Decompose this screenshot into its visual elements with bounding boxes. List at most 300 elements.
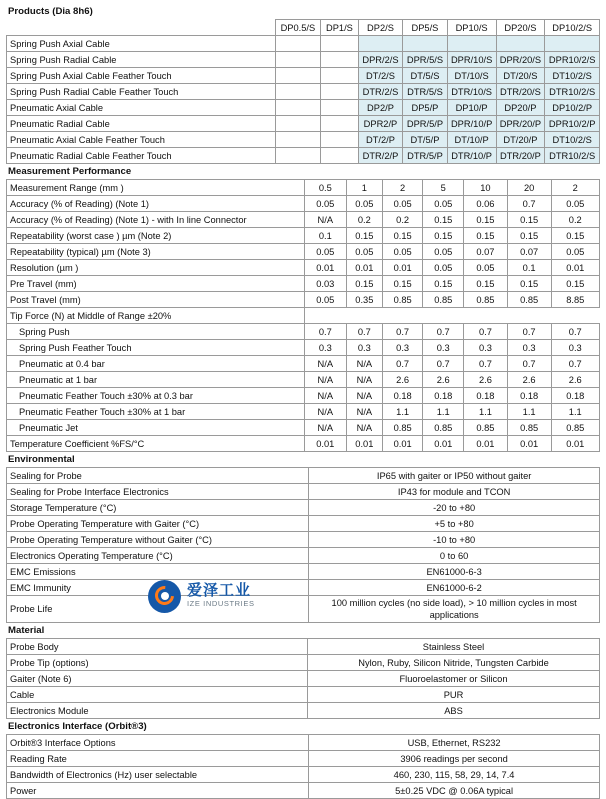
- product-cell: DPR10/2/P: [545, 116, 600, 132]
- measurement-cell: 20: [507, 180, 551, 196]
- environmental-row-label: Sealing for Probe: [7, 468, 309, 484]
- environmental-row-label: Probe Operating Temperature with Gaiter (°C): [7, 516, 309, 532]
- measurement-cell: 0.7: [304, 324, 346, 340]
- measurement-cell: 0.85: [464, 292, 508, 308]
- product-cell: DTR/2/S: [358, 84, 402, 100]
- electronics-value: 460, 230, 115, 58, 29, 14, 7.4: [309, 767, 600, 783]
- measurement-row-label: Pneumatic at 0.4 bar: [7, 356, 305, 372]
- measurement-cell: [423, 308, 464, 324]
- table-row: [7, 703, 600, 719]
- measurement-cell: 0.05: [346, 196, 382, 212]
- measurement-cell: 0.15: [423, 212, 464, 228]
- product-cell: DPR/10/S: [447, 52, 496, 68]
- material-row-label: Electronics Module: [7, 703, 308, 719]
- measurement-cell: 0.2: [346, 212, 382, 228]
- measurement-cell: 0.5: [304, 180, 346, 196]
- environmental-table: [6, 467, 600, 623]
- measurement-cell: [551, 308, 599, 324]
- table-row: [7, 292, 600, 308]
- product-cell: [321, 52, 359, 68]
- measurement-cell: 0.03: [304, 276, 346, 292]
- product-cell: DT10/2/S: [545, 68, 600, 84]
- measurement-cell: 0.01: [346, 260, 382, 276]
- measurement-cell: 0.1: [304, 228, 346, 244]
- product-cell: DP10/P: [447, 100, 496, 116]
- table-row: [7, 532, 600, 548]
- table-row: [7, 388, 600, 404]
- product-cell: DTR/20/S: [496, 84, 545, 100]
- measurement-cell: 0.15: [464, 276, 508, 292]
- measurement-cell: 0.01: [464, 436, 508, 452]
- measurement-cell: 0.7: [423, 356, 464, 372]
- product-cell: [545, 36, 600, 52]
- measurement-cell: 0.05: [346, 244, 382, 260]
- measurement-cell: 0.01: [551, 260, 599, 276]
- products-column-header: DP10/2/S: [545, 20, 600, 36]
- measurement-cell: 0.3: [382, 340, 423, 356]
- measurement-cell: 0.05: [423, 244, 464, 260]
- measurement-cell: 2.6: [382, 372, 423, 388]
- measurement-cell: [507, 308, 551, 324]
- table-row: [7, 751, 600, 767]
- measurement-cell: 0.2: [551, 212, 599, 228]
- product-cell: DT/10/S: [447, 68, 496, 84]
- measurement-cell: 0.07: [507, 244, 551, 260]
- table-row: [7, 212, 600, 228]
- product-cell: DTR10/2/S: [545, 84, 600, 100]
- product-row-label: Pneumatic Radial Cable Feather Touch: [7, 148, 276, 164]
- products-section-title: Products (Dia 8h6): [8, 6, 93, 17]
- measurement-cell: 0.01: [304, 436, 346, 452]
- electronics-row-label: Orbit®3 Interface Options: [7, 735, 309, 751]
- measurement-cell: 0.3: [464, 340, 508, 356]
- environmental-value: 100 million cycles (no side load), > 10 million cycles in most applications: [309, 596, 600, 623]
- products-column-header: DP1/S: [321, 20, 359, 36]
- measurement-cell: 0.15: [507, 276, 551, 292]
- table-row: [7, 276, 600, 292]
- measurement-cell: [304, 308, 346, 324]
- product-row-label: Pneumatic Radial Cable: [7, 116, 276, 132]
- measurement-cell: 0.15: [551, 228, 599, 244]
- measurement-cell: 0.85: [464, 420, 508, 436]
- measurement-cell: 0.18: [551, 388, 599, 404]
- product-cell: [321, 68, 359, 84]
- measurement-row-label: Repeatability (typical) µm (Note 3): [7, 244, 305, 260]
- measurement-cell: [464, 308, 508, 324]
- electronics-value: USB, Ethernet, RS232: [309, 735, 600, 751]
- product-cell: DTR/20/P: [496, 148, 545, 164]
- product-cell: DPR/20/P: [496, 116, 545, 132]
- product-cell: [275, 84, 321, 100]
- measurement-cell: 0.01: [382, 436, 423, 452]
- measurement-cell: 2: [551, 180, 599, 196]
- measurement-cell: N/A: [304, 372, 346, 388]
- measurement-cell: 0.85: [551, 420, 599, 436]
- measurement-cell: 0.01: [346, 436, 382, 452]
- measurement-cell: 0.85: [382, 292, 423, 308]
- table-row: [7, 671, 600, 687]
- measurement-cell: 0.3: [423, 340, 464, 356]
- material-value: PUR: [308, 687, 600, 703]
- product-cell: DT/5/S: [403, 68, 447, 84]
- measurement-cell: 0.7: [507, 324, 551, 340]
- environmental-row-label: Sealing for Probe Interface Electronics: [7, 484, 309, 500]
- table-row: [7, 356, 600, 372]
- measurement-cell: [382, 308, 423, 324]
- measurement-cell: 0.18: [423, 388, 464, 404]
- measurement-cell: 1.1: [507, 404, 551, 420]
- measurement-cell: 0.01: [551, 436, 599, 452]
- table-row: [7, 548, 600, 564]
- measurement-cell: 0.15: [346, 276, 382, 292]
- environmental-value: IP43 for module and TCON: [309, 484, 600, 500]
- measurement-cell: 1.1: [423, 404, 464, 420]
- measurement-cell: 0.05: [382, 244, 423, 260]
- measurement-row-label: Spring Push: [7, 324, 305, 340]
- product-cell: [321, 132, 359, 148]
- environmental-value: 0 to 60: [309, 548, 600, 564]
- measurement-cell: 1.1: [464, 404, 508, 420]
- electronics-value: 3906 readings per second: [309, 751, 600, 767]
- measurement-cell: 2.6: [551, 372, 599, 388]
- product-cell: [321, 100, 359, 116]
- electronics-section-title: Electronics Interface (Orbit®3): [8, 721, 147, 732]
- environmental-value: +5 to +80: [309, 516, 600, 532]
- product-cell: DPR10/2/S: [545, 52, 600, 68]
- product-cell: DTR/10/S: [447, 84, 496, 100]
- products-column-header: DP10/S: [447, 20, 496, 36]
- product-cell: [321, 148, 359, 164]
- measurement-cell: 0.7: [346, 324, 382, 340]
- measurement-row-label: Pre Travel (mm): [7, 276, 305, 292]
- product-cell: DT/2/S: [358, 68, 402, 84]
- measurement-cell: 0.2: [382, 212, 423, 228]
- measurement-cell: N/A: [346, 404, 382, 420]
- table-row: [7, 420, 600, 436]
- measurement-cell: 0.15: [507, 212, 551, 228]
- product-cell: DT/20/P: [496, 132, 545, 148]
- table-row: [7, 148, 600, 164]
- product-cell: DTR/5/S: [403, 84, 447, 100]
- measurement-row-label: Temperature Coefficient %FS/°C: [7, 436, 305, 452]
- table-row: [7, 68, 600, 84]
- material-row-label: Gaiter (Note 6): [7, 671, 308, 687]
- table-row: [7, 116, 600, 132]
- product-cell: [275, 100, 321, 116]
- environmental-value: -10 to +80: [309, 532, 600, 548]
- material-value: Nylon, Ruby, Silicon Nitride, Tungsten Carbide: [308, 655, 600, 671]
- measurement-cell: 0.01: [382, 260, 423, 276]
- products-column-header: DP0.5/S: [275, 20, 321, 36]
- products-column-header: DP5/S: [403, 20, 447, 36]
- measurement-row-label: Spring Push Feather Touch: [7, 340, 305, 356]
- measurement-cell: 0.85: [423, 420, 464, 436]
- measurement-cell: 2: [382, 180, 423, 196]
- measurement-cell: N/A: [346, 388, 382, 404]
- measurement-cell: N/A: [304, 420, 346, 436]
- product-row-label: Pneumatic Axial Cable Feather Touch: [7, 132, 276, 148]
- measurement-cell: 0.7: [382, 356, 423, 372]
- measurement-cell: 0.3: [304, 340, 346, 356]
- measurement-cell: 0.1: [507, 260, 551, 276]
- product-cell: DT/20/S: [496, 68, 545, 84]
- measurement-cell: 5: [423, 180, 464, 196]
- product-cell: [275, 148, 321, 164]
- electronics-row-label: Power: [7, 783, 309, 799]
- measurement-cell: 0.7: [507, 196, 551, 212]
- products-column-header: DP20/S: [496, 20, 545, 36]
- table-row: [7, 484, 600, 500]
- measurement-cell: 1.1: [551, 404, 599, 420]
- measurement-cell: 0.85: [507, 420, 551, 436]
- measurement-cell: 10: [464, 180, 508, 196]
- measurement-cell: N/A: [304, 212, 346, 228]
- material-table: [6, 638, 600, 719]
- measurement-cell: 0.15: [346, 228, 382, 244]
- measurement-cell: 0.18: [507, 388, 551, 404]
- product-row-label: Spring Push Axial Cable: [7, 36, 276, 52]
- material-row-label: Probe Body: [7, 639, 308, 655]
- measurement-cell: 0.05: [464, 260, 508, 276]
- watermark-text-en: IZE INDUSTRIES: [187, 599, 255, 608]
- product-cell: DPR2/P: [358, 116, 402, 132]
- product-cell: DP20/P: [496, 100, 545, 116]
- product-cell: [275, 52, 321, 68]
- measurement-cell: 0.18: [382, 388, 423, 404]
- product-cell: [275, 36, 321, 52]
- measurement-cell: 0.7: [464, 356, 508, 372]
- measurement-cell: 0.01: [304, 260, 346, 276]
- material-value: ABS: [308, 703, 600, 719]
- electronics-row-label: Bandwidth of Electronics (Hz) user selectable: [7, 767, 309, 783]
- measurement-row-label: Post Travel (mm): [7, 292, 305, 308]
- table-row: [7, 132, 600, 148]
- table-row: [7, 228, 600, 244]
- table-row: [7, 783, 600, 799]
- material-row-label: Probe Tip (options): [7, 655, 308, 671]
- table-row: [7, 516, 600, 532]
- measurement-table: [6, 179, 600, 452]
- product-cell: DTR10/2/S: [545, 148, 600, 164]
- measurement-cell: 0.05: [304, 196, 346, 212]
- measurement-cell: 0.7: [551, 356, 599, 372]
- measurement-cell: 0.05: [423, 196, 464, 212]
- table-row: [7, 767, 600, 783]
- table-row: [7, 655, 600, 671]
- product-cell: [275, 68, 321, 84]
- table-row: [7, 180, 600, 196]
- measurement-row-label: Measurement Range (mm ): [7, 180, 305, 196]
- table-row: [7, 596, 600, 623]
- measurement-cell: 2.6: [423, 372, 464, 388]
- material-row-label: Cable: [7, 687, 308, 703]
- measurement-cell: 0.3: [507, 340, 551, 356]
- measurement-cell: 0.85: [507, 292, 551, 308]
- measurement-cell: 0.85: [382, 420, 423, 436]
- measurement-cell: 0.05: [423, 260, 464, 276]
- measurement-cell: 0.15: [464, 228, 508, 244]
- environmental-row-label: Probe Life: [7, 596, 309, 623]
- table-row: [7, 244, 600, 260]
- environmental-row-label: EMC Emissions: [7, 564, 309, 580]
- product-row-label: Spring Push Axial Cable Feather Touch: [7, 68, 276, 84]
- product-cell: DP2/P: [358, 100, 402, 116]
- measurement-cell: 0.01: [507, 436, 551, 452]
- products-table: [6, 19, 600, 164]
- product-cell: [403, 36, 447, 52]
- electronics-table: [6, 734, 600, 799]
- table-row: [7, 100, 600, 116]
- measurement-cell: 8.85: [551, 292, 599, 308]
- product-cell: [275, 132, 321, 148]
- measurement-cell: N/A: [304, 388, 346, 404]
- product-cell: [496, 36, 545, 52]
- measurement-cell: 0.7: [507, 356, 551, 372]
- environmental-row-label: Electronics Operating Temperature (°C): [7, 548, 309, 564]
- table-row: [7, 20, 600, 36]
- product-row-label: Pneumatic Axial Cable: [7, 100, 276, 116]
- measurement-row-label: Repeatability (worst case ) µm (Note 2): [7, 228, 305, 244]
- product-cell: DPR/10/P: [447, 116, 496, 132]
- product-cell: DTR/10/P: [447, 148, 496, 164]
- table-row: [7, 196, 600, 212]
- table-row: [7, 260, 600, 276]
- material-value: Fluoroelastomer or Silicon: [308, 671, 600, 687]
- product-cell: DPR/2/S: [358, 52, 402, 68]
- product-cell: [321, 36, 359, 52]
- measurement-cell: 0.15: [551, 276, 599, 292]
- table-row: [7, 436, 600, 452]
- product-cell: DT/5/P: [403, 132, 447, 148]
- measurement-cell: 0.15: [382, 228, 423, 244]
- table-row: [7, 580, 600, 596]
- measurement-row-label: Resolution (µm ): [7, 260, 305, 276]
- product-cell: [447, 36, 496, 52]
- measurement-row-label: Pneumatic Feather Touch ±30% at 0.3 bar: [7, 388, 305, 404]
- measurement-cell: 0.3: [551, 340, 599, 356]
- measurement-cell: N/A: [346, 420, 382, 436]
- product-cell: [358, 36, 402, 52]
- product-cell: DT/2/P: [358, 132, 402, 148]
- table-row: [7, 404, 600, 420]
- table-row: [7, 372, 600, 388]
- measurement-cell: 0.7: [382, 324, 423, 340]
- table-row: [7, 36, 600, 52]
- measurement-cell: 0.06: [464, 196, 508, 212]
- measurement-row-label: Pneumatic at 1 bar: [7, 372, 305, 388]
- measurement-cell: N/A: [346, 356, 382, 372]
- environmental-value: IP65 with gaiter or IP50 without gaiter: [309, 468, 600, 484]
- measurement-cell: 0.7: [423, 324, 464, 340]
- environmental-value: -20 to +80: [309, 500, 600, 516]
- table-row: [7, 84, 600, 100]
- measurement-cell: N/A: [304, 356, 346, 372]
- measurement-cell: 0.05: [551, 244, 599, 260]
- product-cell: DTR/2/P: [358, 148, 402, 164]
- measurement-cell: 0.3: [346, 340, 382, 356]
- measurement-cell: 2.6: [464, 372, 508, 388]
- table-row: [7, 324, 600, 340]
- measurement-cell: 1.1: [382, 404, 423, 420]
- electronics-row-label: Reading Rate: [7, 751, 309, 767]
- environmental-value: EN61000-6-3: [309, 564, 600, 580]
- table-row: [7, 340, 600, 356]
- measurement-row-label: Pneumatic Jet: [7, 420, 305, 436]
- measurement-cell: 0.01: [423, 436, 464, 452]
- measurement-cell: 0.35: [346, 292, 382, 308]
- measurement-cell: 0.07: [464, 244, 508, 260]
- measurement-cell: 0.18: [464, 388, 508, 404]
- product-cell: DT10/2/S: [545, 132, 600, 148]
- table-row: [7, 735, 600, 751]
- measurement-cell: 1: [346, 180, 382, 196]
- measurement-cell: 0.85: [423, 292, 464, 308]
- product-cell: DPR/20/S: [496, 52, 545, 68]
- measurement-section-title: Measurement Performance: [8, 166, 132, 177]
- product-cell: DPR/5/P: [403, 116, 447, 132]
- measurement-cell: 0.15: [464, 212, 508, 228]
- material-section-title: Material: [8, 625, 45, 636]
- product-cell: DP5/P: [403, 100, 447, 116]
- product-cell: [321, 116, 359, 132]
- products-column-header: DP2/S: [358, 20, 402, 36]
- measurement-row-label: Accuracy (% of Reading) (Note 1): [7, 196, 305, 212]
- measurement-row-label: Accuracy (% of Reading) (Note 1) - with In line Connector: [7, 212, 305, 228]
- table-row: [7, 639, 600, 655]
- table-row: [7, 468, 600, 484]
- product-row-label: Spring Push Radial Cable: [7, 52, 276, 68]
- measurement-cell: N/A: [304, 404, 346, 420]
- environmental-row-label: Storage Temperature (°C): [7, 500, 309, 516]
- measurement-cell: 0.7: [551, 324, 599, 340]
- product-cell: DPR/5/S: [403, 52, 447, 68]
- table-row: [7, 308, 600, 324]
- product-cell: DP10/2/P: [545, 100, 600, 116]
- table-row: [7, 564, 600, 580]
- material-value: Stainless Steel: [308, 639, 600, 655]
- environmental-row-label: EMC Immunity: [7, 580, 309, 596]
- measurement-row-label: Pneumatic Feather Touch ±30% at 1 bar: [7, 404, 305, 420]
- product-cell: [275, 116, 321, 132]
- measurement-cell: 0.15: [382, 276, 423, 292]
- product-cell: DTR/5/P: [403, 148, 447, 164]
- table-row: [7, 500, 600, 516]
- product-row-label: Spring Push Radial Cable Feather Touch: [7, 84, 276, 100]
- environmental-value: EN61000-6-2: [309, 580, 600, 596]
- product-cell: DT/10/P: [447, 132, 496, 148]
- measurement-cell: 0.05: [304, 244, 346, 260]
- measurement-cell: 0.05: [382, 196, 423, 212]
- table-row: [7, 687, 600, 703]
- measurement-cell: [346, 308, 382, 324]
- measurement-cell: 0.15: [423, 228, 464, 244]
- electronics-value: 5±0.25 VDC @ 0.06A typical: [309, 783, 600, 799]
- measurement-cell: 0.15: [423, 276, 464, 292]
- measurement-cell: 0.05: [304, 292, 346, 308]
- measurement-row-label: Tip Force (N) at Middle of Range ±20%: [7, 308, 305, 324]
- environmental-row-label: Probe Operating Temperature without Gaiter (°C): [7, 532, 309, 548]
- measurement-cell: 0.15: [507, 228, 551, 244]
- measurement-cell: 0.05: [551, 196, 599, 212]
- product-cell: [321, 84, 359, 100]
- measurement-cell: 2.6: [507, 372, 551, 388]
- measurement-cell: N/A: [346, 372, 382, 388]
- environmental-section-title: Environmental: [8, 454, 75, 465]
- table-row: [7, 52, 600, 68]
- watermark-text-cn: 爱泽工业: [187, 582, 252, 599]
- measurement-cell: 0.7: [464, 324, 508, 340]
- products-corner-cell: [7, 20, 276, 36]
